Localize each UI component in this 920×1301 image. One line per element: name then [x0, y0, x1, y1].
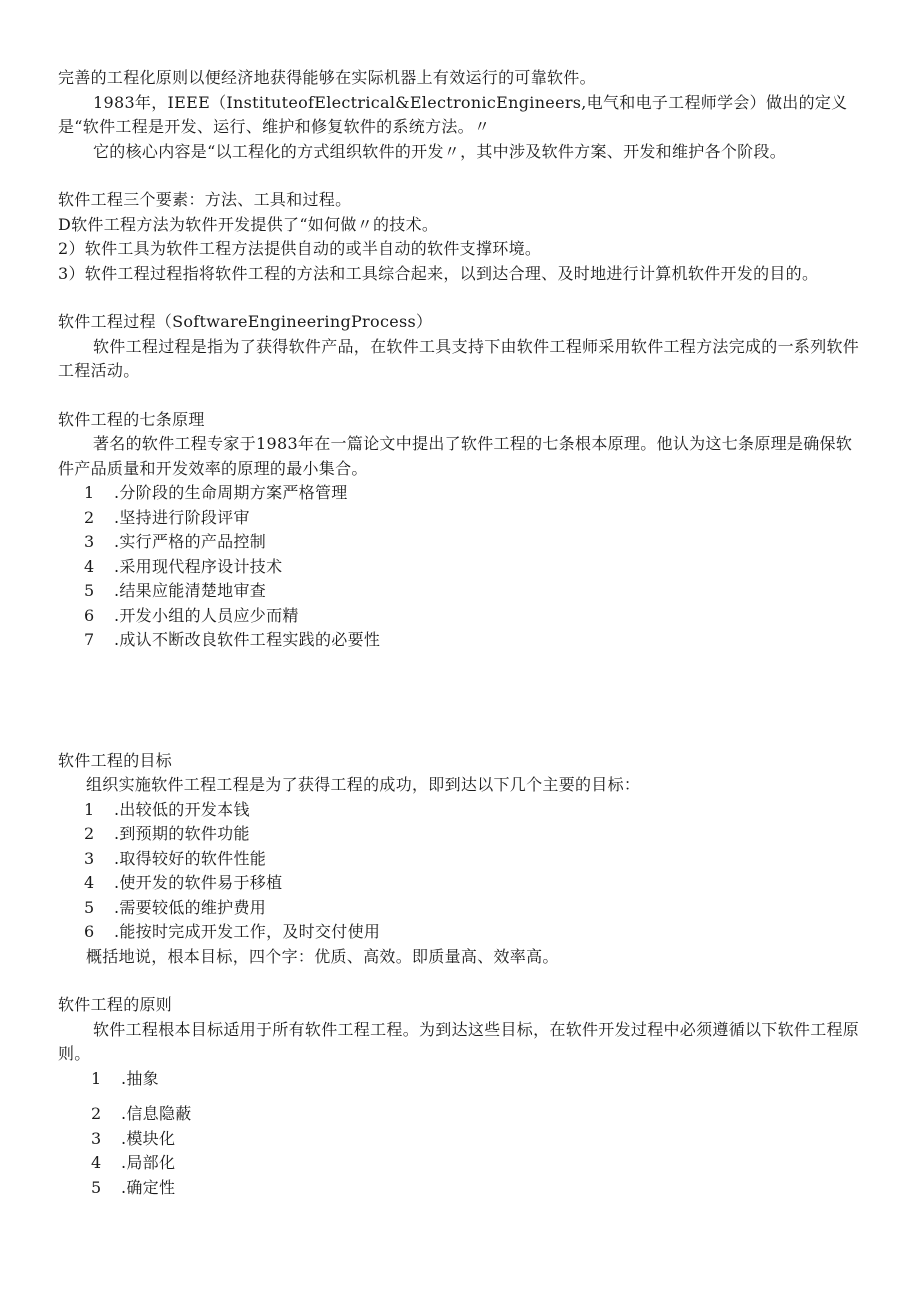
list-item: [58, 871, 868, 896]
list-item-text: .需要较低的维护费用: [114, 897, 267, 917]
list-item-number: 3: [84, 532, 95, 551]
seven-principles-list: [58, 481, 868, 653]
list-item-text: .坚持进行阶段评审: [114, 507, 250, 527]
list-item-number: 2: [91, 1104, 102, 1123]
list-item-text: .结果应能清楚地审查: [114, 581, 267, 600]
list-item-text: .局部化: [121, 1153, 176, 1172]
list-item-number: 1: [91, 1068, 102, 1088]
list-item-number: 7: [84, 630, 95, 649]
list-item-text: .到预期的软件功能: [114, 824, 250, 843]
list-item-number: 2: [84, 824, 95, 843]
list-item: [58, 798, 868, 823]
goals-heading: 软件工程的目标: [58, 750, 173, 770]
document-page: [58, 66, 868, 1200]
list-item-number: 2: [84, 507, 95, 527]
list-item-text: .实行严格的产品控制: [114, 532, 267, 551]
list-item: [58, 1102, 868, 1127]
list-item-number: 5: [84, 581, 95, 600]
list-item-text: .采用现代程序设计技术: [114, 556, 283, 576]
list-item-number: 1: [84, 483, 95, 502]
list-item: [58, 1176, 868, 1201]
intro-line: 完善的工程化原则以便经济地获得能够在实际机器上有效运行的可靠软件。: [58, 68, 596, 87]
list-item: [58, 579, 868, 604]
list-item: [58, 481, 868, 506]
list-item-text: .信息隐蔽: [121, 1104, 192, 1123]
list-item-number: 5: [84, 897, 95, 917]
seven-principles-body: 著名的软件工程专家于1983年在一篇论文中提出了软件工程的七条根本原理。他认为这七条原理是确保软件产品质量和开发效率的原理的最小集合。: [58, 434, 853, 478]
list-item: [58, 822, 868, 847]
list-item-number: 4: [84, 873, 95, 892]
list-item-number: 1: [84, 799, 95, 819]
principles-body: 软件工程根本目标适用于所有软件工程工程。为到达这些目标，在软件开发过程中必须遵循以下软件工程原则。: [58, 1019, 860, 1063]
goals-list: [58, 798, 868, 945]
process-body: 软件工程过程是指为了获得软件产品，在软件工具支持下由软件工程师采用软件工程方法完成的一系列软件工程活动。: [58, 336, 860, 380]
list-item-text: .开发小组的人员应少而精: [114, 605, 299, 625]
list-item: [58, 896, 868, 921]
list-item-number: 4: [84, 556, 95, 576]
list-item-text: .出较低的开发本钱: [114, 799, 250, 819]
list-item-text: .能按时完成开发工作，及时交付使用: [114, 922, 381, 941]
list-item-text: .使开发的软件易于移植: [114, 873, 283, 892]
list-item-text: .成认不断改良软件工程实践的必要性: [114, 630, 381, 649]
blank-space: [58, 653, 868, 749]
list-item-number: 6: [84, 922, 95, 941]
process-heading: 软件工程过程（SoftwareEngineeringProcess）: [58, 312, 433, 331]
list-item-number: 3: [84, 848, 95, 868]
principles-heading: 软件工程的原则: [58, 995, 173, 1014]
elements-item-3: 3）软件工程过程指将软件工程的方法和工具综合起来，以到达合理、及时地进行计算机软件开发的目的。: [58, 263, 819, 283]
list-item-text: .确定性: [121, 1177, 176, 1197]
list-item: [58, 506, 868, 531]
list-item-text: .分阶段的生命周期方案严格管理: [114, 483, 348, 502]
elements-heading: 软件工程三个要素：方法、工具和过程。: [58, 190, 352, 209]
elements-item-1: D软件工程方法为软件开发提供了“如何做〃的技术。: [58, 214, 439, 234]
list-item: [58, 604, 868, 629]
elements-item-2: 2）软件工具为软件工程方法提供自动的或半自动的软件支撑环境。: [58, 239, 542, 258]
list-item-text: .抽象: [121, 1068, 159, 1088]
goals-summary: 概括地说，根本目标，四个字：优质、高效。即质量高、效率高。: [86, 946, 559, 966]
ieee-definition: 1983年，IEEE（InstituteofElectrical&ElectronicEngineers,电气和电子工程师学会）做出的定义是“软件工程是开发、运行、维护和修复软件的系统方法。〃: [58, 92, 848, 136]
list-item: [58, 1067, 868, 1092]
list-item-text: .取得较好的软件性能: [114, 848, 267, 868]
list-item: [58, 847, 868, 872]
list-item-number: 5: [91, 1177, 102, 1197]
list-item: [58, 628, 868, 653]
core-content: 它的核心内容是“以工程化的方式组织软件的开发〃，其中涉及软件方案、开发和维护各个阶段。: [93, 141, 787, 161]
goals-body: 组织实施软件工程工程是为了获得工程的成功，即到达以下几个主要的目标：: [86, 775, 641, 794]
list-item-number: 3: [91, 1128, 102, 1148]
list-item-number: 4: [91, 1153, 102, 1172]
list-item: [58, 1127, 868, 1152]
seven-principles-heading: 软件工程的七条原理: [58, 409, 205, 429]
principles-list: [58, 1067, 868, 1201]
list-item-number: 6: [84, 605, 95, 625]
list-item: [58, 1151, 868, 1176]
list-item: [58, 530, 868, 555]
list-item: [58, 555, 868, 580]
list-item-text: .模块化: [121, 1128, 176, 1148]
list-item: [58, 920, 868, 945]
